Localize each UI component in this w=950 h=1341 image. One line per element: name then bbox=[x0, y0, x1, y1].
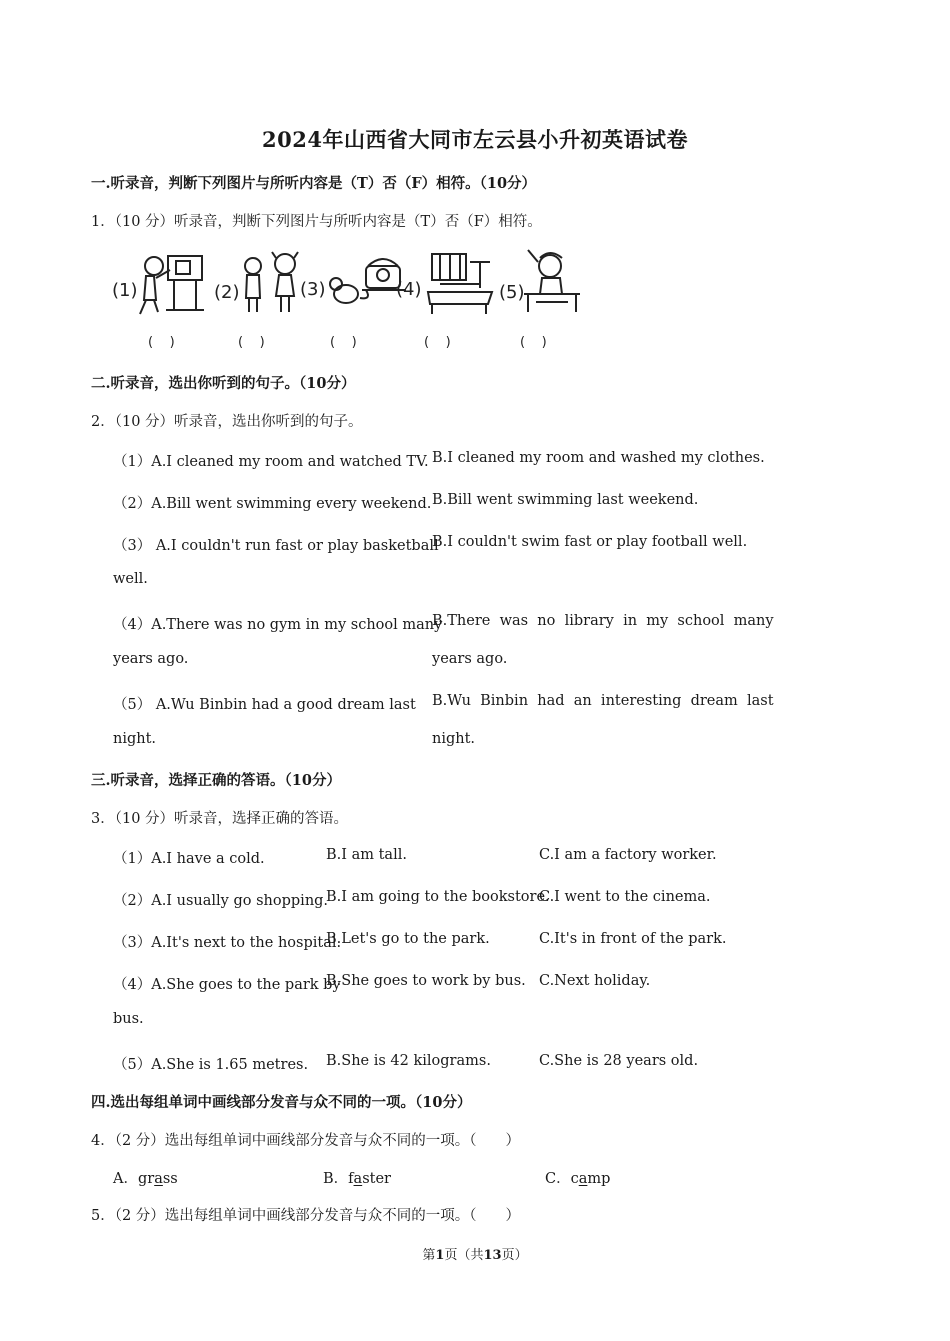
q2-item-5-option-a: （5） A.Wu Binbin had a good dream last bbox=[113, 697, 416, 713]
question-5-stem: 5．（2 分）选出每组单词中画线部分发音与众不同的一项。（ ） bbox=[91, 1208, 521, 1224]
q3-item-4-option-a-cont: bus. bbox=[113, 1011, 144, 1027]
q2-item-1-option-a: （1）A.I cleaned my room and watched TV. bbox=[113, 454, 429, 470]
q3-item-1-option-c: C.I am a factory worker. bbox=[539, 847, 717, 863]
answer-blank-2[interactable]: ( ) bbox=[238, 335, 265, 350]
q2-item-5-option-b: B.Wu Binbin had an interesting dream last bbox=[432, 693, 774, 709]
picture-strip bbox=[110, 248, 590, 352]
q4-option-b-post: ster bbox=[362, 1171, 391, 1187]
section-3-heading: 三.听录音，选择正确的答语。（10分） bbox=[91, 772, 341, 789]
answer-blank-1[interactable]: ( ) bbox=[148, 335, 175, 350]
q3-item-3-option-c: C.It's in front of the park. bbox=[539, 931, 727, 947]
question-4-stem: 4．（2 分）选出每组单词中画线部分发音与众不同的一项。（ ） bbox=[91, 1133, 521, 1149]
girl-at-desk-illustration bbox=[524, 250, 580, 312]
q2-item-2-option-b: B.Bill went swimming last weekend. bbox=[432, 492, 699, 508]
classroom-illustration bbox=[428, 254, 492, 314]
q3-item-3-option-b: B.Let's go to the park. bbox=[326, 931, 490, 947]
q3-item-1-option-a: （1）A.I have a cold. bbox=[113, 851, 265, 867]
q2-item-1-option-b: B.I cleaned my room and washed my clothes. bbox=[432, 450, 765, 466]
q2-item-2-option-a: （2）A.Bill went swimming every weekend. bbox=[113, 496, 432, 512]
picture-label-5: (5) bbox=[499, 282, 525, 303]
q2-item-5-option-b-cont: night. bbox=[432, 731, 476, 747]
q3-item-4-option-c: C.Next holiday. bbox=[539, 973, 651, 989]
q3-item-1-option-b: B.I am tall. bbox=[326, 847, 407, 863]
q2-item-4-option-a: （4）A.There was no gym in my school many bbox=[113, 617, 443, 633]
boy-at-board-illustration bbox=[140, 256, 204, 314]
q4-option-a-post: ss bbox=[162, 1171, 178, 1187]
section-4-heading: 四.选出每组单词中画线部分发音与众不同的一项。（10分） bbox=[91, 1094, 472, 1111]
q2-item-5-option-a-cont: night. bbox=[113, 731, 157, 747]
picture-label-1: (1) bbox=[112, 280, 138, 301]
footer-prefix: 第 bbox=[422, 1248, 436, 1263]
picture-label-4: (4) bbox=[396, 279, 422, 300]
page-title: 2024年山西省大同市左云县小升初英语试卷 bbox=[262, 127, 688, 152]
boy-and-girl-illustration bbox=[245, 252, 298, 312]
q3-item-5-option-b: B.She is 42 kilograms. bbox=[326, 1053, 491, 1069]
footer-page-number: 1 bbox=[435, 1248, 445, 1263]
footer-middle: 页（共 bbox=[444, 1248, 484, 1263]
q2-item-3-option-b: B.I couldn't swim fast or play football well. bbox=[432, 534, 748, 550]
q2-item-3-option-a-cont: well. bbox=[113, 571, 148, 587]
q4-option-c-post: mp bbox=[587, 1171, 611, 1187]
picture-label-3: (3) bbox=[300, 279, 326, 300]
question-1-stem: 1．（10 分）听录音，判断下列图片与所听内容是（T）否（F）相符。 bbox=[91, 214, 542, 230]
q4-option-a bbox=[113, 1167, 178, 1188]
q3-item-2-option-c: C.I went to the cinema. bbox=[539, 889, 711, 905]
cat-and-telephone-illustration bbox=[330, 259, 406, 303]
q3-item-5-option-c: C.She is 28 years old. bbox=[539, 1053, 699, 1069]
q3-item-4-option-b: B.She goes to work by bus. bbox=[326, 973, 526, 989]
q3-item-2-option-b: B.I am going to the bookstore. bbox=[326, 889, 550, 905]
q2-item-3-option-a: （3） A.I couldn't run fast or play basketball bbox=[113, 538, 439, 554]
q4-option-b-prefix: B． bbox=[323, 1171, 349, 1187]
q3-item-5-option-a: （5）A.She is 1.65 metres. bbox=[113, 1057, 309, 1073]
q4-option-a-underlined: a bbox=[154, 1171, 163, 1187]
footer-suffix: 页） bbox=[501, 1248, 528, 1263]
q4-option-a-pre: gr bbox=[137, 1171, 155, 1187]
section-2-heading: 二.听录音，选出你听到的句子。（10分） bbox=[91, 375, 356, 392]
answer-blank-5[interactable]: ( ) bbox=[520, 335, 547, 350]
footer-total-pages: 13 bbox=[483, 1248, 502, 1263]
question-2-stem: 2．（10 分）听录音，选出你听到的句子。 bbox=[91, 414, 363, 430]
q4-option-c-prefix: C． bbox=[545, 1171, 571, 1187]
q3-item-4-option-a: （4）A.She goes to the park by bbox=[113, 977, 341, 993]
q3-item-3-option-a: （3）A.It's next to the hospital. bbox=[113, 935, 342, 951]
q2-item-4-option-b: B.There was no library in my school many bbox=[432, 613, 774, 629]
answer-blank-4[interactable]: ( ) bbox=[424, 335, 451, 350]
q4-option-b-pre: f bbox=[348, 1171, 354, 1187]
picture-label-2: (2) bbox=[214, 282, 240, 303]
q4-option-b-underlined: a bbox=[353, 1171, 363, 1187]
question-3-stem: 3．（10 分）听录音，选择正确的答语。 bbox=[91, 811, 349, 827]
q4-option-a-prefix: A． bbox=[113, 1171, 138, 1187]
q2-item-4-option-a-cont: years ago. bbox=[113, 651, 189, 667]
section-1-heading: 一.听录音，判断下列图片与所听内容是（T）否（F）相符。（10分） bbox=[91, 175, 537, 192]
q4-option-b bbox=[323, 1167, 391, 1188]
q3-item-2-option-a: （2）A.I usually go shopping. bbox=[113, 893, 329, 909]
q4-option-c bbox=[545, 1167, 610, 1188]
question-1-pictures bbox=[110, 248, 590, 356]
answer-blank-3[interactable]: ( ) bbox=[330, 335, 357, 350]
q4-option-c-pre: c bbox=[570, 1171, 579, 1187]
page-footer bbox=[0, 1244, 950, 1263]
q4-option-c-underlined: a bbox=[578, 1171, 588, 1187]
q2-item-4-option-b-cont: years ago. bbox=[432, 651, 508, 667]
